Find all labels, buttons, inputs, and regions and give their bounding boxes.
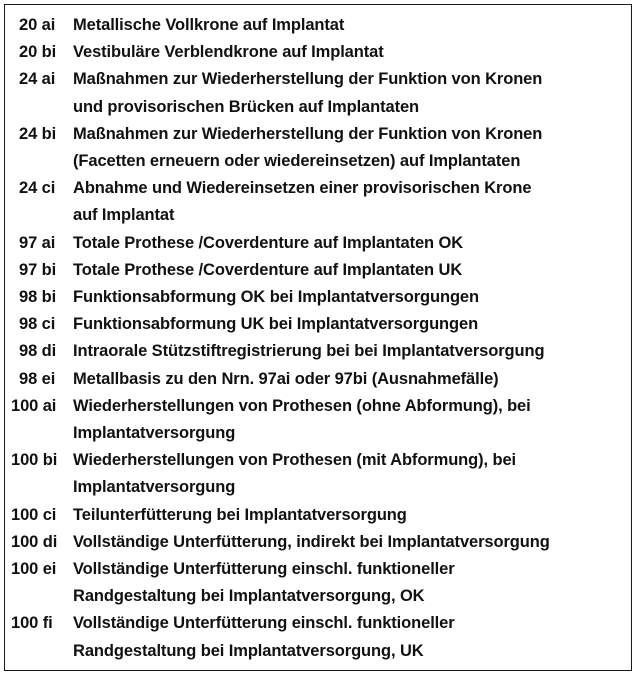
list-item — [5, 393, 631, 447]
item-description — [73, 39, 631, 66]
item-code: 24 ci — [19, 179, 56, 198]
item-description — [73, 284, 631, 311]
document-frame — [4, 4, 632, 671]
item-code: 20 ai — [19, 16, 56, 34]
list-item — [5, 39, 631, 66]
item-description — [73, 311, 631, 338]
list-item — [5, 366, 631, 393]
item-description — [73, 121, 631, 175]
list-item — [5, 447, 631, 501]
list-item — [5, 529, 631, 556]
description-line: Totale Prothese /Coverdenture auf Implantaten UK — [73, 260, 463, 279]
item-code: 98 ci — [19, 315, 56, 334]
list-item — [5, 284, 631, 311]
description-line: Randgestaltung bei Implantatversorgung, UK — [73, 641, 424, 660]
description-line: Vollständige Unterfütterung, indirekt bei Implantatversorgung — [73, 532, 550, 551]
description-line: Funktionsabformung OK bei Implantatversorgungen — [73, 288, 479, 307]
item-code: 100 ai — [11, 396, 57, 415]
list-item — [5, 311, 631, 338]
description-line: Metallische Vollkrone auf Implantat — [73, 16, 345, 34]
description-line: und provisorischen Brücken auf Implantaten — [73, 97, 420, 116]
description-line: Maßnahmen zur Wiederherstellung der Funktion von Kronen — [73, 70, 543, 89]
list-item — [5, 230, 631, 257]
item-code: 24 ai — [19, 70, 56, 89]
description-line: Intraorale Stützstiftregistrierung bei bei Implantatversorgung — [73, 342, 545, 361]
item-description — [73, 175, 631, 229]
item-code: 98 ei — [19, 369, 56, 388]
description-line: Vollständige Unterfütterung einschl. funktioneller — [73, 614, 455, 633]
description-line: Funktionsabformung UK bei Implantatversorgungen — [73, 315, 479, 334]
list-item — [5, 338, 631, 365]
code-list — [5, 12, 631, 665]
item-description — [73, 502, 631, 529]
item-code: 100 bi — [11, 451, 58, 470]
description-line: Vestibuläre Verblendkrone auf Implantat — [73, 43, 384, 62]
item-description — [73, 556, 631, 610]
item-code: 100 di — [11, 532, 58, 551]
description-line: Wiederherstellungen von Prothesen (mit Abformung), bei — [73, 451, 517, 470]
description-line: Implantatversorgung — [73, 478, 236, 497]
item-description — [73, 393, 631, 447]
item-description — [73, 230, 631, 257]
description-line: (Facetten erneuern oder wiedereinsetzen) auf Implantaten — [73, 152, 521, 171]
description-line: Vollständige Unterfütterung einschl. funktioneller — [73, 560, 455, 579]
description-line: Abnahme und Wiedereinsetzen einer provisorischen Krone — [73, 179, 532, 198]
list-item — [5, 610, 631, 664]
item-description — [73, 366, 631, 393]
description-line: Maßnahmen zur Wiederherstellung der Funktion von Kronen — [73, 124, 543, 143]
item-description — [73, 529, 631, 556]
list-item — [5, 556, 631, 610]
description-line: Implantatversorgung — [73, 424, 236, 443]
item-code: 97 bi — [19, 260, 57, 279]
item-description — [73, 610, 631, 664]
description-line: Teilunterfütterung bei Implantatversorgung — [73, 505, 407, 524]
item-description — [73, 66, 631, 120]
item-description — [73, 257, 631, 284]
item-code: 20 bi — [19, 43, 57, 62]
item-code: 100 ci — [11, 505, 57, 524]
description-line: Wiederherstellungen von Prothesen (ohne Abformung), bei — [73, 396, 531, 415]
list-item — [5, 175, 631, 229]
item-code: 98 bi — [19, 288, 57, 307]
list-item — [5, 66, 631, 120]
item-description — [73, 447, 631, 501]
list-item — [5, 121, 631, 175]
item-description — [73, 338, 631, 365]
item-code: 98 di — [19, 342, 57, 361]
description-line: Randgestaltung bei Implantatversorgung, OK — [73, 587, 425, 606]
item-code: 97 ai — [19, 233, 56, 252]
item-code: 24 bi — [19, 124, 57, 143]
list-item — [5, 257, 631, 284]
description-line: auf Implantat — [73, 206, 175, 225]
item-code: 100 fi — [11, 614, 53, 633]
list-item — [5, 12, 631, 39]
description-line: Totale Prothese /Coverdenture auf Implantaten OK — [73, 233, 464, 252]
description-line: Metallbasis zu den Nrn. 97ai oder 97bi (Ausnahmefälle) — [73, 369, 499, 388]
item-code: 100 ei — [11, 560, 57, 579]
item-description — [73, 12, 631, 39]
list-item — [5, 502, 631, 529]
